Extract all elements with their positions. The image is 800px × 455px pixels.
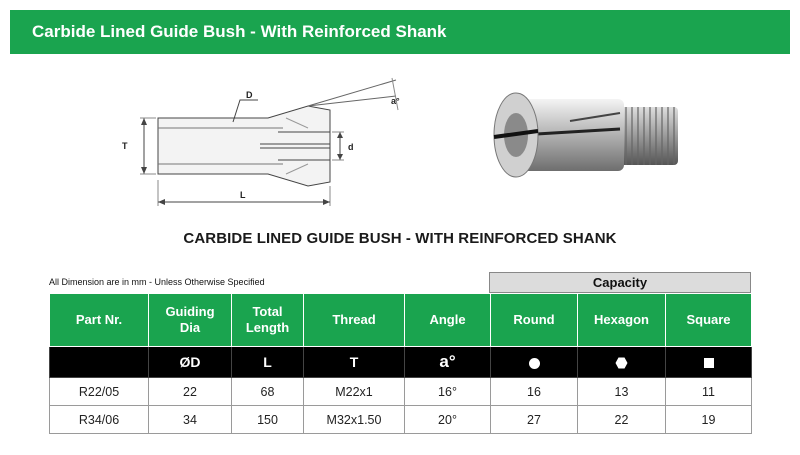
symbol-round [491, 347, 578, 378]
dim-label-angle: a° [391, 96, 400, 106]
capacity-header: Capacity [489, 272, 751, 293]
col-total-length: Total Length [232, 294, 304, 347]
symbol-row [50, 347, 752, 378]
dim-label-d: d [348, 142, 354, 152]
cell-total: 150 [232, 406, 304, 434]
section-heading: CARBIDE LINED GUIDE BUSH - WITH REINFORCED SHANK [183, 230, 617, 247]
cell-square: 19 [666, 406, 752, 434]
table-row [50, 378, 752, 406]
cell-guiding: 22 [149, 378, 232, 406]
symbol-angle: a° [405, 347, 491, 378]
cell-square: 11 [666, 378, 752, 406]
cell-thread: M32x1.50 [304, 406, 405, 434]
table-row [50, 406, 752, 434]
cell-thread: M22x1 [304, 378, 405, 406]
symbol-hexagon [578, 347, 666, 378]
cell-angle: 20° [405, 406, 491, 434]
cell-angle: 16° [405, 378, 491, 406]
symbol-length: L [232, 347, 304, 378]
symbol-thread: T [304, 347, 405, 378]
hexagon-icon [615, 357, 628, 369]
cell-round: 27 [491, 406, 578, 434]
dim-label-D: D [246, 90, 253, 100]
table-header-row [50, 294, 752, 347]
cell-guiding: 34 [149, 406, 232, 434]
title-banner [10, 10, 790, 54]
cell-part: R34/06 [50, 406, 149, 434]
col-thread: Thread [304, 294, 405, 347]
col-guiding-dia: Guiding Dia [149, 294, 232, 347]
dim-label-T: T [122, 141, 128, 151]
col-hexagon: Hexagon [578, 294, 666, 347]
units-note: All Dimension are in mm - Unless Otherwise Specified [49, 277, 265, 287]
symbol-cell-empty [50, 347, 149, 378]
technical-drawing [108, 70, 400, 210]
col-round: Round [491, 294, 578, 347]
symbol-diameter: ØD [149, 347, 232, 378]
symbol-square [666, 347, 752, 378]
product-photo [480, 85, 690, 185]
cell-total: 68 [232, 378, 304, 406]
cell-round: 16 [491, 378, 578, 406]
col-part: Part Nr. [50, 294, 149, 347]
cell-hexagon: 22 [578, 406, 666, 434]
circle-icon [529, 358, 540, 369]
col-angle: Angle [405, 294, 491, 347]
square-icon [704, 358, 714, 368]
col-square: Square [666, 294, 752, 347]
dim-label-L: L [240, 190, 246, 200]
spec-table [49, 293, 752, 434]
page-title: Carbide Lined Guide Bush - With Reinforced Shank [32, 22, 447, 41]
cell-part: R22/05 [50, 378, 149, 406]
cell-hexagon: 13 [578, 378, 666, 406]
